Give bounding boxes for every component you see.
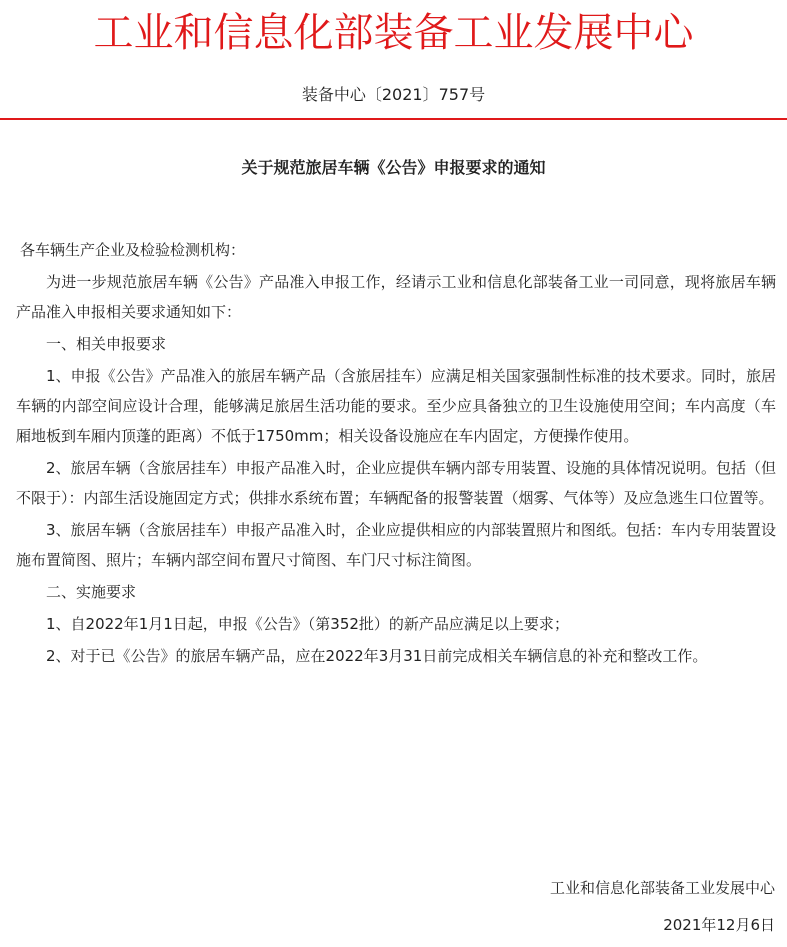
signature-org: 工业和信息化部装备工业发展中心 bbox=[549, 879, 775, 897]
implementation-item-2: 2、对于已《公告》的旅居车辆产品，应在2022年3月31日前完成相关车辆信息的补充和整改工作。 bbox=[46, 647, 708, 665]
requirement-item-2: 2、旅居车辆（含旅居挂车）申报产品准入时，企业应提供车辆内部专用装置、设施的具体情况说明。包括（但不限于）：内部生活设施固定方式；供排水系统布置；车辆配备的报警装置（烟雾、气体等）及应急逃生口位置等。 bbox=[16, 459, 776, 507]
document-title: 关于规范旅居车辆《公告》申报要求的通知 bbox=[241, 158, 546, 177]
red-divider-line bbox=[0, 118, 787, 120]
issuing-org-header: 工业和信息化部装备工业发展中心 bbox=[93, 10, 694, 56]
implementation-item-1: 1、自2022年1月1日起，申报《公告》（第352批）的新产品应满足以上要求； bbox=[46, 615, 569, 633]
section-heading-implementation: 二、实施要求 bbox=[46, 583, 137, 601]
document-number: 装备中心〔2021〕757号 bbox=[301, 85, 486, 104]
document-body bbox=[16, 235, 776, 673]
intro-paragraph: 为进一步规范旅居车辆《公告》产品准入申报工作，经请示工业和信息化部装备工业一司同意，现将旅居车辆产品准入申报相关要求通知如下： bbox=[16, 273, 776, 321]
requirement-item-1: 1、申报《公告》产品准入的旅居车辆产品（含旅居挂车）应满足相关国家强制性标准的技术要求。同时，旅居车辆的内部空间应设计合理，能够满足旅居生活功能的要求。至少应具备独立的卫生设施使用空间；车内高度（车厢地板到车厢内顶蓬的距离）不低于1750mm；相关设备设施应在车内固定，方便操作使用。 bbox=[16, 367, 776, 445]
signature-block bbox=[550, 873, 775, 947]
salutation: 各车辆生产企业及检验检测机构： bbox=[20, 241, 246, 259]
requirement-item-3: 3、旅居车辆（含旅居挂车）申报产品准入时，企业应提供相应的内部装置照片和图纸。包括：车内专用装置设施布置简图、照片；车辆内部空间布置尺寸简图、车门尺寸标注简图。 bbox=[16, 521, 776, 569]
section-heading-requirements: 一、相关申报要求 bbox=[46, 335, 167, 353]
signature-date: 2021年12月6日 bbox=[663, 916, 775, 934]
